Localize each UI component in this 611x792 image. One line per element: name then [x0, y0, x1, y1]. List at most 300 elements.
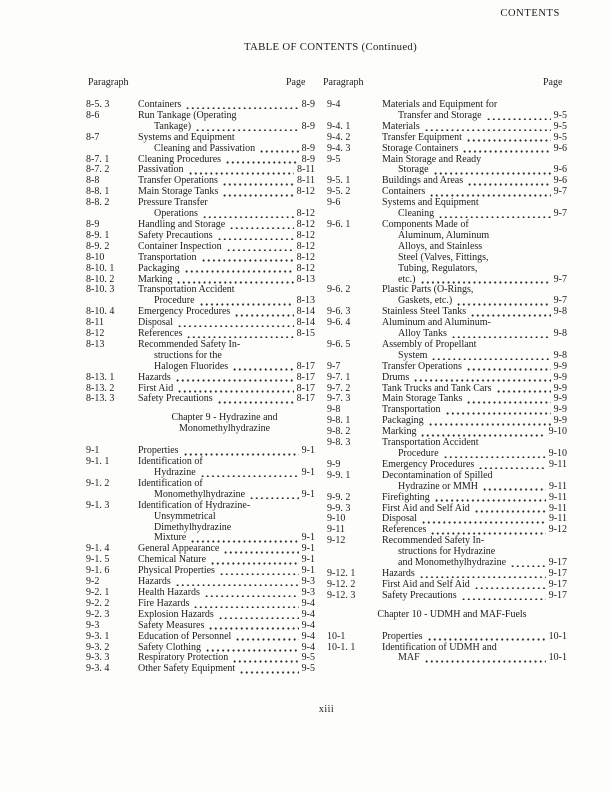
toc-title-text: Storage Containers [382, 142, 459, 154]
toc-entry-title [382, 285, 567, 307]
toc-entry [327, 318, 567, 340]
toc-title-text: Hydrazine or MMH [398, 480, 478, 492]
toc-entry [327, 373, 567, 384]
toc-paragraph-number: 9-2. 1 [86, 586, 110, 598]
toc-entry-title [382, 133, 567, 144]
dot-leader [186, 336, 293, 339]
toc-paragraph-number: 9-2. 3 [86, 608, 110, 620]
toc-paragraph-number: 9-6. 3 [327, 306, 351, 318]
toc-page-number: 8-13 [296, 273, 315, 285]
toc-paragraph-number: 9-1 [86, 445, 100, 457]
toc-paragraph-number: 9-8. 1 [327, 415, 351, 427]
toc-entry [327, 340, 567, 362]
toc-title-line [138, 621, 315, 632]
toc-column-right [327, 100, 567, 664]
toc-entry-title [138, 373, 315, 384]
toc-title-text: References [382, 524, 427, 536]
toc-paragraph-number: 9-3. 1 [86, 630, 110, 642]
dot-leader [175, 379, 294, 382]
toc-paragraph-number: 9-5. 2 [327, 186, 351, 198]
toc-entry-title [382, 493, 567, 504]
toc-page-number: 9-11 [549, 458, 567, 470]
toc-page-number: 8-11 [297, 175, 315, 187]
toc-page-number: 9-10 [548, 448, 567, 459]
toc-title-text: Identification of [138, 456, 203, 468]
toc-entry [327, 285, 567, 307]
toc-title-text: Identification of [138, 477, 203, 489]
dot-leader [438, 216, 551, 219]
toc-paragraph-number: 8-7 [86, 131, 100, 143]
toc-entry-title [138, 457, 315, 479]
toc-entry [327, 416, 567, 427]
page-header-left: Page [286, 77, 306, 88]
toc-title-text: Decontamination of Spilled [382, 469, 493, 481]
toc-title-text: Emergency Procedures [138, 306, 231, 318]
toc-paragraph-number: 9-3. 4 [86, 663, 110, 675]
dot-leader [421, 521, 546, 524]
toc-entry [327, 471, 567, 493]
chapter-heading [327, 610, 567, 621]
dot-leader [218, 617, 299, 620]
dot-leader [496, 390, 551, 393]
toc-page-number: 9-10 [548, 426, 567, 438]
dot-leader [184, 270, 294, 273]
toc-paragraph-number: 8-10. 2 [86, 273, 115, 285]
toc-paragraph-number: 9-10 [327, 513, 346, 525]
dot-leader [222, 194, 293, 197]
toc-page-number: 9-17 [548, 557, 567, 569]
toc-page-number: 9-9 [553, 360, 567, 372]
dot-leader [428, 423, 551, 426]
toc-paragraph-number: 9-1. 5 [86, 554, 110, 566]
dot-leader [445, 412, 551, 415]
toc-title-line [138, 632, 315, 643]
toc-page-number: 9-1 [301, 532, 315, 544]
toc-entry-title [138, 253, 315, 264]
toc-page-number: 8-12 [296, 262, 315, 274]
chapter-heading-line: Chapter 10 - UDMH and MAF-Fuels [377, 608, 527, 620]
toc-title-text: Alloys, and Stainless [398, 240, 483, 252]
toc-entry-title [382, 340, 567, 362]
toc-entry-title [138, 198, 315, 220]
toc-title-text: Emergency Procedures [382, 458, 475, 470]
toc-entry [327, 394, 567, 405]
toc-paragraph-number: 9-7. 2 [327, 382, 351, 394]
toc-page-number: 9-5 [553, 131, 567, 143]
toc-title-text: Disposal [382, 513, 417, 525]
toc-title-text: Transportation [382, 404, 441, 416]
toc-entry [86, 621, 315, 632]
toc-entry-title [138, 621, 315, 632]
dot-leader [210, 562, 299, 565]
dot-leader [466, 368, 551, 371]
toc-entry-title [138, 264, 315, 275]
toc-paragraph-number: 9-9 [327, 458, 341, 470]
toc-paragraph-number: 9-12 [327, 535, 346, 547]
dot-leader [462, 150, 550, 153]
toc-entry [86, 566, 315, 577]
toc-entry-title [138, 394, 315, 405]
toc-paragraph-number: 9-4. 2 [327, 131, 351, 143]
toc-page-number: 8-17 [296, 371, 315, 383]
toc-entry-title [382, 632, 567, 643]
toc-page-number: 9-1 [301, 543, 315, 555]
chapter-heading [86, 413, 315, 435]
toc-page-number: 9-4 [301, 630, 315, 642]
toc-title-text: Alloy Tanks [398, 328, 447, 340]
toc-title-text: Identification of UDMH and [382, 641, 497, 653]
toc-entry-title [138, 133, 315, 155]
dot-leader [195, 129, 299, 132]
toc-title-text: Physical Properties [138, 565, 215, 577]
dot-leader [461, 598, 546, 601]
toc-page-number: 9-5 [553, 109, 567, 121]
toc-entry-title [382, 100, 567, 122]
dot-leader [451, 336, 551, 339]
dot-leader [443, 456, 546, 459]
toc-title-text: Hazards [138, 371, 171, 383]
dot-leader [239, 671, 298, 674]
toc-page-number: 8-11 [297, 164, 315, 176]
dot-leader [259, 150, 299, 153]
toc-paragraph-number: 9-9. 3 [327, 502, 351, 514]
toc-paragraph-number: 9-9. 1 [327, 469, 351, 481]
toc-title-text: Run Tankage (Operating [138, 109, 237, 121]
toc-title-text: Packaging [382, 415, 424, 427]
toc-page-number: 9-3 [301, 576, 315, 588]
toc-entry-title [382, 536, 567, 569]
toc-entry [327, 438, 567, 460]
toc-page-number: 9-9 [553, 404, 567, 416]
page-title: TABLE OF CONTENTS (Continued) [243, 41, 418, 53]
dot-leader [466, 401, 550, 404]
toc-paragraph-number: 8-13 [86, 338, 105, 350]
toc-title-text: and Monomethylhydrazine [398, 557, 507, 569]
dot-leader [510, 565, 546, 568]
dot-leader [219, 573, 299, 576]
toc-entry-title [382, 643, 567, 665]
toc-paragraph-number: 9-6. 1 [327, 218, 351, 230]
dot-leader [201, 259, 294, 262]
toc-entry [86, 664, 315, 675]
toc-paragraph-number: 8-10. 4 [86, 306, 115, 318]
toc-title-text: Drums [382, 371, 410, 383]
toc-entry-title [382, 362, 567, 373]
toc-entry [86, 457, 315, 479]
toc-title-text: Dimethylhydrazine [154, 521, 232, 533]
dot-leader [226, 249, 294, 252]
toc-title-text: Mixture [154, 532, 187, 544]
toc-title-text: Storage [398, 164, 429, 176]
toc-page-number: 8-9 [301, 99, 315, 110]
dot-leader [222, 183, 294, 186]
toc-paragraph-number: 9-2 [86, 576, 100, 588]
toc-entry [86, 373, 315, 384]
toc-paragraph-number: 9-6. 2 [327, 284, 351, 296]
toc-paragraph-number: 8-13. 3 [86, 393, 115, 405]
toc-title-line [382, 373, 567, 384]
toc-title-text: Main Storage and Ready [382, 153, 482, 165]
toc-page-number: 9-12 [548, 524, 567, 536]
toc-entry [86, 340, 315, 373]
toc-paragraph-number: 8-8 [86, 175, 100, 187]
dot-leader [424, 660, 546, 663]
toc-title-line [382, 253, 567, 264]
toc-page-number: 8-12 [296, 251, 315, 263]
toc-page-number: 8-17 [296, 382, 315, 394]
toc-title-text: Explosion Hazards [138, 608, 214, 620]
toc-entry-title [382, 198, 567, 220]
dot-leader [229, 227, 293, 230]
dot-leader [474, 510, 546, 513]
toc-title-text: Tankage) [154, 120, 192, 132]
toc-page-number: 9-7 [553, 273, 567, 285]
toc-title-text: Container Inspection [138, 240, 222, 252]
dot-leader [474, 587, 546, 590]
dot-leader [202, 216, 294, 219]
toc-page-number: 8-12 [296, 240, 315, 252]
page-header-right: Page [543, 77, 563, 88]
toc-page-number: 8-14 [296, 317, 315, 329]
toc-title-text: Hazards [138, 576, 171, 588]
toc-paragraph-number: 8-8. 2 [86, 197, 110, 209]
toc-title-text: Operations [154, 208, 198, 220]
toc-title-text: Education of Personnel [138, 630, 232, 642]
toc-paragraph-number: 8-12 [86, 328, 105, 340]
toc-page-number: 10-1 [548, 652, 567, 664]
toc-paragraph-number: 9-1. 3 [86, 499, 110, 511]
toc-entry [327, 504, 567, 515]
dot-leader [208, 627, 298, 630]
dot-leader [486, 118, 551, 121]
toc-page-number: 8-17 [296, 360, 315, 372]
toc-entry-title [382, 471, 567, 493]
toc-title-text: General Appearance [138, 543, 220, 555]
toc-paragraph-number: 10-1 [327, 630, 346, 642]
toc-paragraph-number: 8-10. 3 [86, 284, 115, 296]
dot-leader [249, 497, 299, 500]
toc-entry [86, 307, 315, 318]
toc-page-number: 9-5 [553, 120, 567, 132]
toc-entry-title [138, 285, 315, 307]
toc-page-number: 9-1 [301, 467, 315, 478]
toc-entry-title [382, 591, 567, 602]
page-number-footer: xiii [318, 704, 335, 715]
toc-paragraph-number: 9-4 [327, 99, 341, 110]
toc-title-line [138, 264, 315, 275]
dot-leader [456, 303, 551, 306]
toc-title-text: Safety Precautions [138, 393, 213, 405]
toc-paragraph-number: 9-1. 1 [86, 456, 110, 468]
chapter-heading-line: Chapter 9 - Hydrazine and [171, 412, 278, 424]
toc-entry [327, 176, 567, 187]
toc-title-text: Safety Precautions [382, 589, 457, 601]
toc-paragraph-number: 9-2. 2 [86, 597, 110, 609]
toc-paragraph-number: 9-5 [327, 153, 341, 165]
dot-leader [200, 475, 299, 478]
toc-page-number: 9-5 [301, 652, 315, 664]
toc-page-number: 9-5 [301, 663, 315, 675]
toc-page-number: 8-17 [296, 393, 315, 405]
toc-page-number: 8-12 [296, 186, 315, 198]
toc-title-text: Transportation Accident [382, 437, 479, 449]
toc-entry [86, 242, 315, 253]
dot-leader [419, 576, 546, 579]
toc-entry [327, 643, 567, 665]
dot-leader [217, 238, 294, 241]
toc-page-number: 9-9 [553, 382, 567, 394]
toc-page-number: 9-11 [549, 491, 567, 503]
toc-title-text: Packaging [138, 262, 180, 274]
toc-entry [327, 133, 567, 144]
toc-title-line [138, 253, 315, 264]
toc-paragraph-number: 9-9. 2 [327, 491, 351, 503]
toc-entry-title [138, 111, 315, 133]
toc-title-text: Aluminum, Aluminum [398, 229, 490, 241]
toc-page-number: 9-9 [553, 371, 567, 383]
dot-leader [232, 660, 298, 663]
toc-entry [86, 588, 315, 599]
toc-entry-title [138, 479, 315, 501]
toc-entry [327, 100, 567, 122]
toc-page-number: 9-8 [553, 349, 567, 361]
toc-paragraph-number: 8-6 [86, 109, 100, 121]
toc-entry [327, 536, 567, 569]
toc-page-number: 9-4 [301, 619, 315, 631]
chapter-heading-line: Monomethylhydrazine [178, 423, 271, 435]
toc-entry [86, 394, 315, 405]
dot-leader [204, 595, 299, 598]
toc-paragraph-number: 9-5. 1 [327, 175, 351, 187]
toc-title-text: Procedure [398, 448, 439, 459]
dot-leader [478, 467, 546, 470]
toc-entry-title [138, 340, 315, 373]
toc-entry [327, 632, 567, 643]
toc-paragraph-number: 9-12. 1 [327, 567, 356, 579]
toc-paragraph-number: 8-8. 1 [86, 186, 110, 198]
toc-title-line [138, 664, 315, 675]
toc-title-text: First Aid [138, 382, 174, 394]
toc-page-number: 9-1 [301, 445, 315, 457]
toc-title-text: Halogen Fluorides [154, 360, 229, 372]
dot-leader [467, 183, 551, 186]
toc-entry [327, 198, 567, 220]
toc-title-line [382, 482, 567, 493]
toc-page-number: 9-1 [301, 565, 315, 577]
dot-leader [434, 499, 546, 502]
toc-paragraph-number: 8-9. 1 [86, 229, 110, 241]
toc-title-text: Procedure [154, 295, 195, 307]
dot-leader [424, 129, 551, 132]
toc-page-number: 9-17 [548, 567, 567, 579]
toc-paragraph-number: 8-10. 1 [86, 262, 115, 274]
toc-paragraph-number: 9-12. 2 [327, 578, 356, 590]
toc-title-text: Stainless Steel Tanks [382, 306, 467, 318]
toc-title-text: Assembly of Propellant [382, 338, 477, 350]
toc-entry [327, 144, 567, 155]
toc-page-number: 8-13 [296, 295, 315, 307]
toc-page-number: 9-9 [553, 393, 567, 405]
toc-title-text: Safety Clothing [138, 641, 202, 653]
toc-title-line [382, 133, 567, 144]
toc-title-text: Transfer Operations [138, 175, 218, 187]
toc-paragraph-number: 8-9 [86, 218, 100, 230]
toc-title-line [138, 501, 315, 512]
toc-page-number: 8-12 [296, 229, 315, 241]
dot-leader [177, 325, 294, 328]
dot-leader [217, 401, 294, 404]
toc-title-text: Other Safety Equipment [138, 663, 236, 675]
toc-entry [327, 155, 567, 177]
toc-entry [86, 318, 315, 329]
toc-title-text: Properties [382, 630, 423, 642]
toc-title-text: Transfer Operations [382, 360, 462, 372]
paragraph-header-right: Paragraph [323, 77, 364, 88]
toc-title-line [382, 362, 567, 373]
toc-entry [86, 577, 315, 588]
toc-title-text: Identification of Hydrazine- [138, 499, 251, 511]
toc-page-number: 8-12 [296, 218, 315, 230]
toc-entry [86, 632, 315, 643]
toc-title-text: Systems and Equipment [382, 197, 479, 209]
toc-paragraph-number: 10-1. 1 [327, 641, 356, 653]
toc-column-left [86, 100, 315, 675]
toc-entry [86, 198, 315, 220]
toc-entry [327, 362, 567, 373]
toc-title-text: Passivation [138, 164, 184, 176]
toc-title-text: Transportation Accident [138, 284, 235, 296]
toc-page-number: 8-14 [296, 306, 315, 318]
toc-title-text: Respiratory Protection [138, 652, 229, 664]
toc-title-text: System [398, 349, 428, 361]
dot-leader [185, 107, 298, 110]
toc-page-number: 9-7 [553, 208, 567, 220]
toc-paragraph-number: 9-1. 4 [86, 543, 110, 555]
toc-paragraph-number: 9-6. 5 [327, 338, 351, 350]
toc-title-text: Materials and Equipment for [382, 99, 498, 110]
dot-leader [466, 139, 551, 142]
toc-title-text: First Aid and Self Aid [382, 578, 470, 590]
toc-paragraph-number: 9-1. 6 [86, 565, 110, 577]
toc-title-text: Aluminum and Aluminum- [382, 317, 491, 329]
toc-paragraph-number: 8-5. 3 [86, 99, 110, 110]
toc-title-text: etc.) [398, 273, 416, 285]
toc-title-text: Cleaning [398, 208, 435, 220]
dot-leader [427, 638, 546, 641]
toc-entry-title [382, 373, 567, 384]
toc-page-number: 9-11 [549, 513, 567, 525]
toc-title-text: Marking [138, 273, 173, 285]
toc-title-text: Containers [382, 186, 426, 198]
toc-title-text: Buildings and Areas [382, 175, 464, 187]
toc-title-text: Main Storage Tanks [138, 186, 219, 198]
toc-title-text: Transfer and Storage [398, 109, 482, 121]
toc-title-text: Main Storage Tanks [382, 393, 463, 405]
toc-title-text: Safety Measures [138, 619, 205, 631]
toc-entry [86, 253, 315, 264]
toc-entry [327, 493, 567, 504]
toc-paragraph-number: 9-1. 2 [86, 477, 110, 489]
toc-title-text: Recommended Safety In- [138, 338, 241, 350]
toc-paragraph-number: 9-12. 3 [327, 589, 356, 601]
toc-paragraph-number: 9-8 [327, 404, 341, 416]
toc-paragraph-number: 9-4. 3 [327, 142, 351, 154]
toc-page-number: 9-1 [301, 488, 315, 500]
toc-title-line [382, 632, 567, 643]
toc-title-text: Chemical Nature [138, 554, 207, 566]
toc-entry [86, 501, 315, 545]
toc-title-text: structions for the [154, 349, 222, 361]
